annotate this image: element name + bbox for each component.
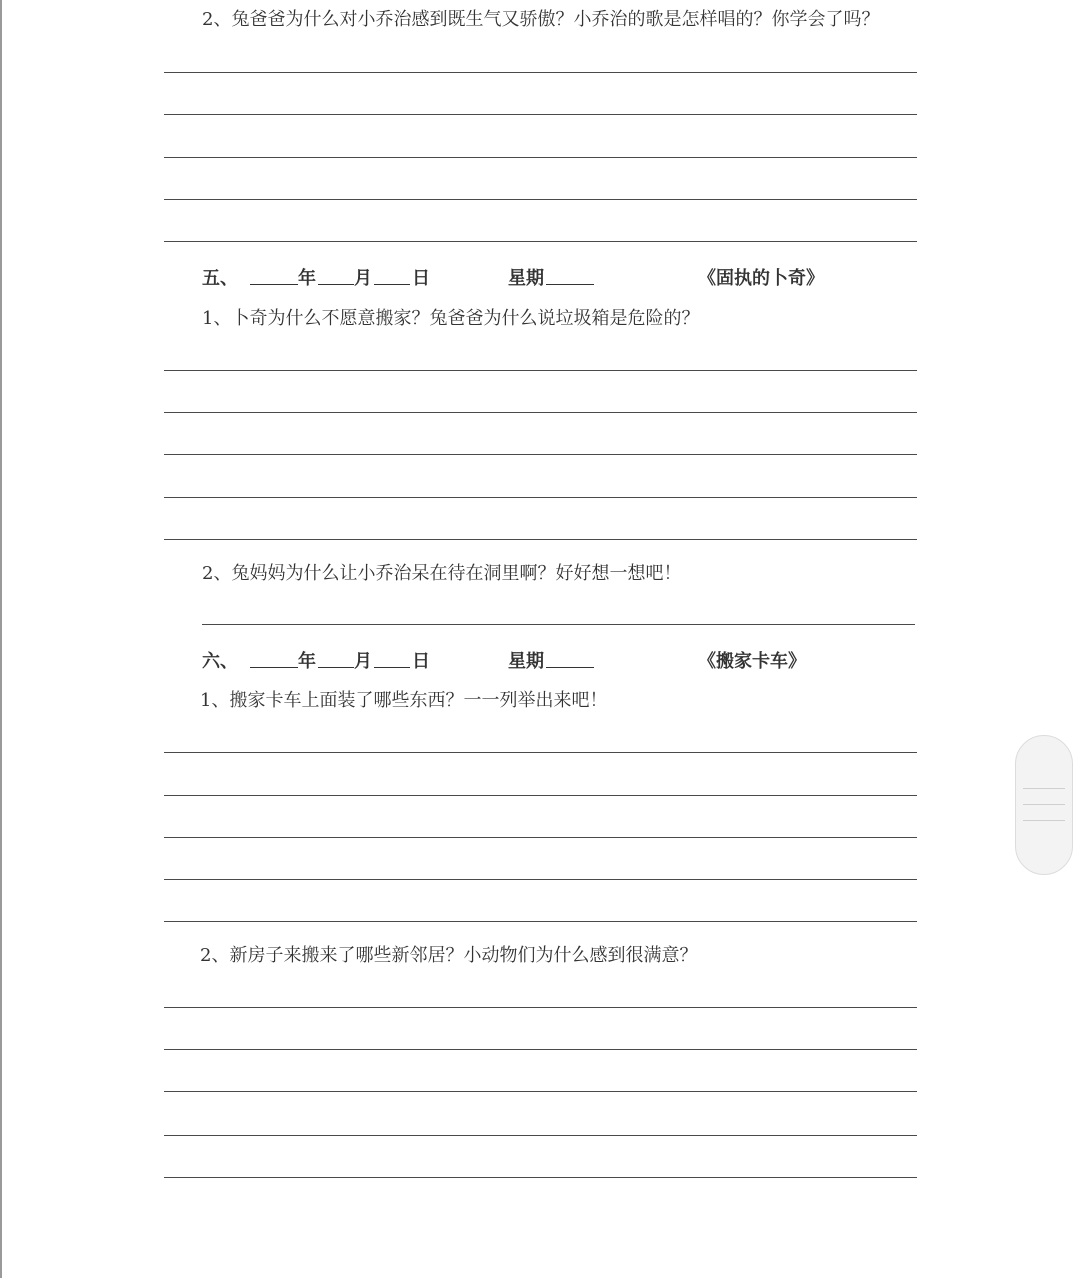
section-6-question-2: 2、新房子来搬来了哪些新邻居？小动物们为什么感到很满意？ — [200, 945, 698, 966]
answer-line — [164, 199, 917, 200]
section-5-question-2: 2、兔妈妈为什么让小乔治呆在待在洞里啊？好好想一想吧！ — [202, 563, 682, 584]
answer-line — [164, 497, 917, 498]
section-6-question-1: 1、搬家卡车上面装了哪些东西？一一列举出来吧！ — [200, 690, 608, 711]
year-label: 年 — [298, 651, 316, 672]
page-left-border — [0, 0, 2, 1278]
story-title: 《搬家卡车》 — [698, 651, 806, 672]
grip-line — [1023, 788, 1065, 789]
answer-line — [164, 921, 917, 922]
year-label: 年 — [298, 268, 316, 289]
answer-line — [164, 1177, 917, 1178]
answer-line — [164, 157, 917, 158]
grip-line — [1023, 820, 1065, 821]
section-6-header — [202, 647, 922, 673]
section-5-question-1: 1、卜奇为什么不愿意搬家？兔爸爸为什么说垃圾箱是危险的？ — [202, 308, 700, 329]
weekday-label: 星期 — [508, 268, 544, 289]
day-blank[interactable] — [374, 647, 410, 668]
answer-line — [202, 624, 915, 625]
section-number: 五、 — [202, 268, 238, 289]
section-5-header — [202, 264, 922, 290]
answer-line — [164, 370, 917, 371]
answer-line — [164, 241, 917, 242]
answer-line — [164, 1049, 917, 1050]
answer-line — [164, 539, 917, 540]
month-blank[interactable] — [318, 647, 354, 668]
answer-line — [164, 1091, 917, 1092]
month-label: 月 — [354, 651, 372, 672]
grip-line — [1023, 804, 1065, 805]
story-title: 《固执的卜奇》 — [698, 268, 824, 289]
day-label: 日 — [412, 651, 430, 672]
day-blank[interactable] — [374, 264, 410, 285]
answer-line — [164, 837, 917, 838]
answer-line — [164, 72, 917, 73]
year-blank[interactable] — [250, 264, 298, 285]
answer-line — [164, 1007, 917, 1008]
question-2-prev: 2、兔爸爸为什么对小乔治感到既生气又骄傲？小乔治的歌是怎样唱的？你学会了吗？ — [202, 9, 880, 30]
answer-line — [164, 114, 917, 115]
answer-line — [164, 752, 917, 753]
weekday-blank[interactable] — [546, 264, 594, 285]
year-blank[interactable] — [250, 647, 298, 668]
answer-line — [164, 795, 917, 796]
answer-line — [164, 1135, 917, 1136]
section-number: 六、 — [202, 651, 238, 672]
scroll-handle[interactable] — [1015, 735, 1073, 875]
weekday-label: 星期 — [508, 651, 544, 672]
weekday-blank[interactable] — [546, 647, 594, 668]
answer-line — [164, 412, 917, 413]
month-blank[interactable] — [318, 264, 354, 285]
month-label: 月 — [354, 268, 372, 289]
day-label: 日 — [412, 268, 430, 289]
answer-line — [164, 879, 917, 880]
answer-line — [164, 454, 917, 455]
